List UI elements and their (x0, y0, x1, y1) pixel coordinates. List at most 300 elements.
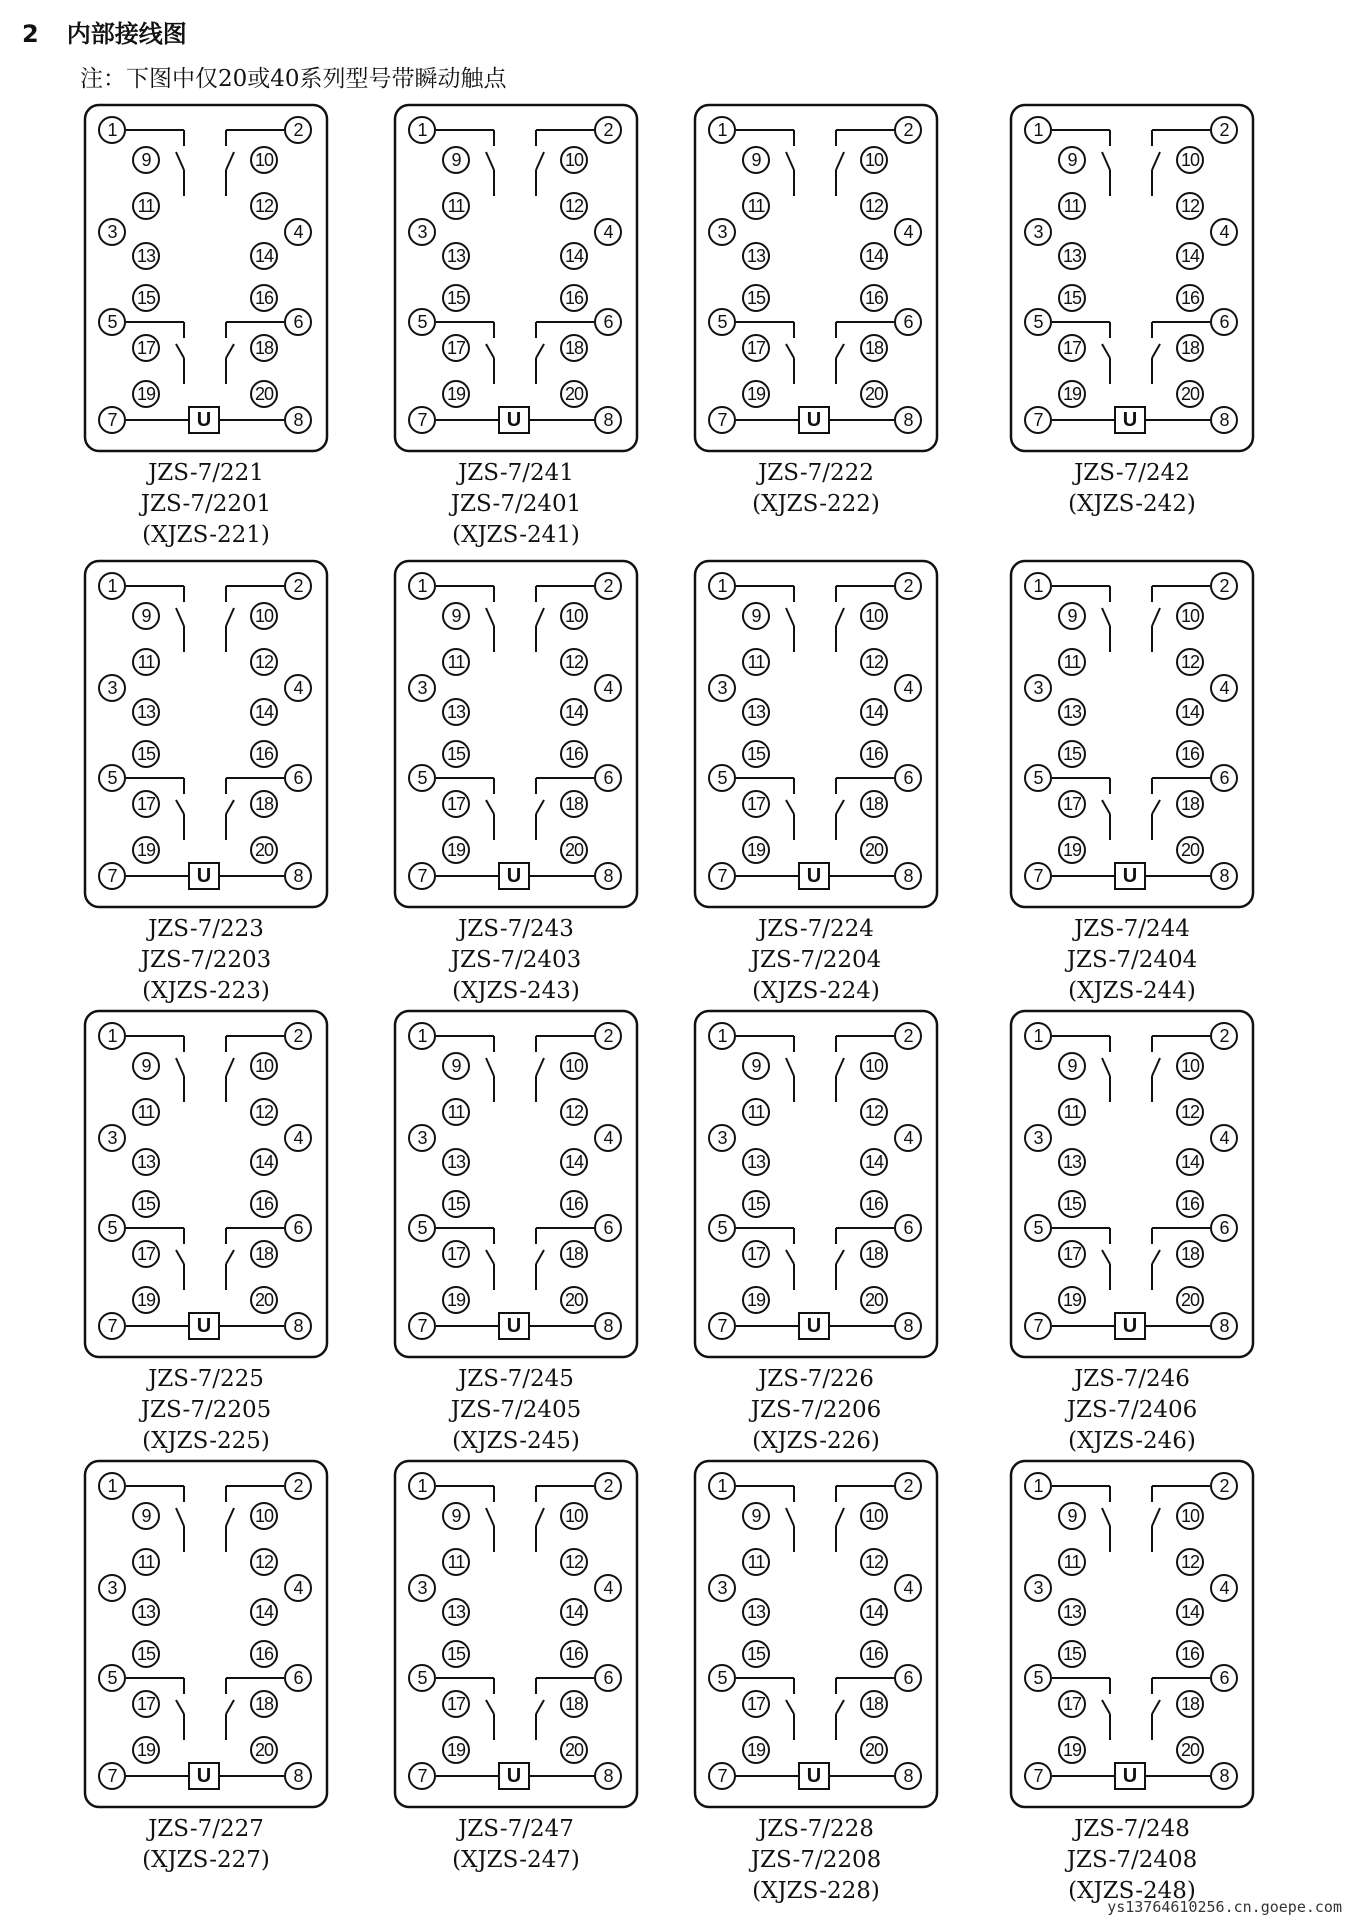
terminal-4: 4 (1210, 1574, 1238, 1602)
relay-outline (694, 1010, 938, 1360)
model-name: JZS-7/2405 (450, 1397, 582, 1423)
terminal-8: 8 (1210, 406, 1238, 434)
terminal-6: 6 (594, 308, 622, 336)
terminal-8: 8 (594, 406, 622, 434)
model-caption (982, 1814, 1282, 1907)
relay-diagram-card (694, 1460, 938, 1810)
contact-switch (486, 344, 494, 358)
model-caption (982, 914, 1282, 1007)
terminal-11: 11 (742, 648, 770, 676)
relay-outline (694, 1460, 938, 1810)
model-name: JZS-7/248 (1074, 1816, 1190, 1842)
relay-diagram-card (84, 560, 328, 910)
terminal-7: 7 (408, 406, 436, 434)
contact-switch (226, 1250, 234, 1264)
relay-outline (84, 104, 328, 454)
terminal-20: 20 (1176, 380, 1204, 408)
model-name: JZS-7/222 (758, 460, 874, 486)
terminal-10: 10 (250, 1052, 278, 1080)
model-name: JZS-7/226 (758, 1366, 874, 1392)
terminal-6: 6 (284, 308, 312, 336)
terminal-3: 3 (708, 1124, 736, 1152)
contact-switch (1152, 608, 1160, 626)
terminal-18: 18 (250, 790, 278, 818)
terminal-16: 16 (1176, 1640, 1204, 1668)
terminal-11: 11 (442, 1098, 470, 1126)
terminal-7: 7 (408, 1312, 436, 1340)
terminal-9: 9 (442, 146, 470, 174)
model-name: (XJZS-241) (452, 522, 580, 548)
model-caption (982, 1364, 1282, 1457)
terminal-9: 9 (442, 602, 470, 630)
relay-diagram-card (394, 560, 638, 910)
terminal-20: 20 (560, 380, 588, 408)
watermark: ys13764610256.cn.goepe.com (1107, 1898, 1342, 1916)
contact-switch (226, 1058, 234, 1076)
terminal-2: 2 (284, 1472, 312, 1500)
coil-symbol: U (188, 406, 220, 434)
terminal-4: 4 (1210, 1124, 1238, 1152)
terminal-13: 13 (132, 242, 160, 270)
terminal-18: 18 (860, 1240, 888, 1268)
terminal-4: 4 (284, 1124, 312, 1152)
terminal-18: 18 (560, 790, 588, 818)
terminal-15: 15 (132, 284, 160, 312)
model-name: JZS-7/246 (1074, 1366, 1190, 1392)
terminal-16: 16 (1176, 1190, 1204, 1218)
terminal-3: 3 (1024, 218, 1052, 246)
terminal-8: 8 (594, 1762, 622, 1790)
terminal-5: 5 (408, 308, 436, 336)
terminal-14: 14 (250, 1598, 278, 1626)
terminal-8: 8 (1210, 862, 1238, 890)
terminal-3: 3 (408, 674, 436, 702)
terminal-19: 19 (742, 836, 770, 864)
terminal-4: 4 (594, 1124, 622, 1152)
model-caption (366, 458, 666, 551)
terminal-5: 5 (708, 308, 736, 336)
terminal-16: 16 (860, 740, 888, 768)
model-caption (56, 458, 356, 551)
terminal-15: 15 (1058, 1640, 1086, 1668)
terminal-18: 18 (860, 334, 888, 362)
terminal-10: 10 (1176, 146, 1204, 174)
terminal-1: 1 (98, 116, 126, 144)
model-name: (XJZS-221) (142, 522, 270, 548)
terminal-8: 8 (894, 1762, 922, 1790)
terminal-2: 2 (594, 572, 622, 600)
terminal-3: 3 (408, 1124, 436, 1152)
terminal-5: 5 (708, 764, 736, 792)
terminal-10: 10 (860, 146, 888, 174)
terminal-20: 20 (560, 1736, 588, 1764)
terminal-8: 8 (284, 1762, 312, 1790)
contact-switch (836, 1250, 844, 1264)
relay-outline (1010, 1460, 1254, 1810)
terminal-2: 2 (894, 116, 922, 144)
terminal-18: 18 (1176, 1690, 1204, 1718)
terminal-19: 19 (742, 1736, 770, 1764)
contact-switch (1152, 344, 1160, 358)
terminal-2: 2 (594, 116, 622, 144)
model-name: (XJZS-244) (1068, 978, 1196, 1004)
contact-switch (536, 800, 544, 814)
terminal-7: 7 (98, 862, 126, 890)
coil-symbol: U (1114, 1762, 1146, 1790)
contact-switch (1152, 800, 1160, 814)
terminal-1: 1 (408, 1022, 436, 1050)
terminal-12: 12 (1176, 648, 1204, 676)
terminal-15: 15 (1058, 284, 1086, 312)
terminal-6: 6 (594, 1664, 622, 1692)
terminal-14: 14 (1176, 698, 1204, 726)
terminal-14: 14 (1176, 1598, 1204, 1626)
terminal-10: 10 (250, 146, 278, 174)
terminal-14: 14 (560, 698, 588, 726)
terminal-8: 8 (284, 862, 312, 890)
contact-switch (536, 1058, 544, 1076)
terminal-4: 4 (284, 1574, 312, 1602)
terminal-6: 6 (284, 764, 312, 792)
terminal-7: 7 (98, 1312, 126, 1340)
contact-switch (486, 152, 494, 170)
terminal-10: 10 (560, 146, 588, 174)
relay-outline (84, 1460, 328, 1810)
contact-switch (486, 1058, 494, 1076)
contact-switch (786, 152, 794, 170)
terminal-18: 18 (250, 1690, 278, 1718)
relay-diagram-card (694, 560, 938, 910)
terminal-20: 20 (1176, 836, 1204, 864)
terminal-14: 14 (1176, 242, 1204, 270)
model-name: JZS-7/2403 (450, 947, 582, 973)
terminal-13: 13 (442, 1148, 470, 1176)
terminal-16: 16 (250, 740, 278, 768)
terminal-5: 5 (708, 1664, 736, 1692)
terminal-14: 14 (250, 1148, 278, 1176)
section-title: 内部接线图 (66, 20, 187, 48)
coil-symbol: U (798, 1762, 830, 1790)
terminal-10: 10 (1176, 1502, 1204, 1530)
terminal-6: 6 (1210, 308, 1238, 336)
coil-symbol: U (498, 1762, 530, 1790)
relay-diagram-card (1010, 1460, 1254, 1810)
model-name: JZS-7/2401 (450, 491, 582, 517)
terminal-8: 8 (284, 1312, 312, 1340)
terminal-18: 18 (860, 1690, 888, 1718)
terminal-2: 2 (594, 1022, 622, 1050)
terminal-12: 12 (1176, 192, 1204, 220)
terminal-19: 19 (1058, 380, 1086, 408)
terminal-2: 2 (1210, 572, 1238, 600)
contact-switch (176, 1508, 184, 1526)
terminal-16: 16 (250, 1640, 278, 1668)
contact-switch (786, 800, 794, 814)
terminal-10: 10 (860, 1052, 888, 1080)
terminal-9: 9 (1058, 146, 1086, 174)
terminal-16: 16 (860, 1190, 888, 1218)
terminal-7: 7 (1024, 1312, 1052, 1340)
terminal-5: 5 (98, 308, 126, 336)
terminal-5: 5 (98, 1664, 126, 1692)
contact-switch (536, 608, 544, 626)
contact-switch (786, 608, 794, 626)
coil-symbol: U (188, 1762, 220, 1790)
terminal-1: 1 (708, 116, 736, 144)
terminal-2: 2 (894, 572, 922, 600)
contact-switch (176, 1250, 184, 1264)
terminal-1: 1 (1024, 1472, 1052, 1500)
relay-diagram-card (84, 1010, 328, 1360)
model-caption (366, 1814, 666, 1876)
contact-switch (1152, 152, 1160, 170)
terminal-11: 11 (442, 648, 470, 676)
model-name: (XJZS-223) (142, 978, 270, 1004)
contact-switch (1102, 800, 1110, 814)
relay-outline (1010, 560, 1254, 910)
terminal-11: 11 (132, 1098, 160, 1126)
terminal-8: 8 (894, 1312, 922, 1340)
terminal-1: 1 (408, 572, 436, 600)
contact-switch (536, 1508, 544, 1526)
terminal-10: 10 (1176, 602, 1204, 630)
relay-diagram-card (1010, 560, 1254, 910)
terminal-15: 15 (742, 740, 770, 768)
model-name: (XJZS-225) (142, 1428, 270, 1454)
terminal-5: 5 (408, 1214, 436, 1242)
terminal-4: 4 (594, 218, 622, 246)
terminal-9: 9 (442, 1052, 470, 1080)
terminal-19: 19 (132, 1736, 160, 1764)
terminal-5: 5 (408, 764, 436, 792)
terminal-10: 10 (560, 602, 588, 630)
terminal-2: 2 (284, 572, 312, 600)
contact-switch (176, 152, 184, 170)
terminal-20: 20 (1176, 1286, 1204, 1314)
contact-switch (176, 608, 184, 626)
terminal-14: 14 (1176, 1148, 1204, 1176)
terminal-17: 17 (1058, 334, 1086, 362)
terminal-17: 17 (132, 1690, 160, 1718)
terminal-19: 19 (442, 1286, 470, 1314)
terminal-4: 4 (284, 218, 312, 246)
terminal-20: 20 (1176, 1736, 1204, 1764)
terminal-17: 17 (132, 1240, 160, 1268)
terminal-9: 9 (132, 602, 160, 630)
model-name: (XJZS-247) (452, 1847, 580, 1873)
terminal-15: 15 (442, 284, 470, 312)
terminal-11: 11 (742, 1548, 770, 1576)
contact-switch (176, 1058, 184, 1076)
model-caption (56, 1814, 356, 1876)
terminal-16: 16 (1176, 284, 1204, 312)
terminal-12: 12 (1176, 1098, 1204, 1126)
terminal-16: 16 (1176, 740, 1204, 768)
relay-outline (84, 560, 328, 910)
terminal-16: 16 (560, 284, 588, 312)
terminal-6: 6 (894, 308, 922, 336)
contact-switch (1102, 152, 1110, 170)
model-name: JZS-7/223 (148, 916, 264, 942)
contact-switch (836, 1508, 844, 1526)
model-name: (XJZS-245) (452, 1428, 580, 1454)
terminal-13: 13 (1058, 1148, 1086, 1176)
terminal-10: 10 (250, 602, 278, 630)
terminal-6: 6 (894, 764, 922, 792)
terminal-19: 19 (132, 836, 160, 864)
terminal-11: 11 (742, 192, 770, 220)
terminal-1: 1 (408, 116, 436, 144)
model-caption (56, 1364, 356, 1457)
terminal-20: 20 (560, 836, 588, 864)
relay-outline (1010, 104, 1254, 454)
contact-switch (1102, 608, 1110, 626)
terminal-15: 15 (1058, 740, 1086, 768)
terminal-4: 4 (594, 1574, 622, 1602)
terminal-9: 9 (132, 1052, 160, 1080)
terminal-12: 12 (250, 648, 278, 676)
contact-switch (836, 800, 844, 814)
terminal-15: 15 (742, 284, 770, 312)
terminal-10: 10 (560, 1502, 588, 1530)
terminal-13: 13 (1058, 242, 1086, 270)
terminal-17: 17 (442, 1240, 470, 1268)
relay-diagram-card (694, 1010, 938, 1360)
terminal-13: 13 (1058, 1598, 1086, 1626)
terminal-17: 17 (442, 1690, 470, 1718)
terminal-11: 11 (1058, 1548, 1086, 1576)
terminal-8: 8 (284, 406, 312, 434)
terminal-6: 6 (894, 1664, 922, 1692)
terminal-18: 18 (1176, 334, 1204, 362)
terminal-14: 14 (860, 698, 888, 726)
contact-switch (486, 1700, 494, 1714)
model-name: JZS-7/2201 (140, 491, 272, 517)
terminal-17: 17 (742, 334, 770, 362)
contact-switch (786, 1700, 794, 1714)
terminal-9: 9 (1058, 1502, 1086, 1530)
terminal-20: 20 (860, 1286, 888, 1314)
terminal-14: 14 (250, 698, 278, 726)
terminal-19: 19 (742, 380, 770, 408)
model-name: JZS-7/2203 (140, 947, 272, 973)
terminal-16: 16 (250, 284, 278, 312)
terminal-1: 1 (708, 1472, 736, 1500)
terminal-1: 1 (708, 1022, 736, 1050)
terminal-15: 15 (742, 1640, 770, 1668)
terminal-5: 5 (98, 764, 126, 792)
terminal-20: 20 (560, 1286, 588, 1314)
coil-symbol: U (798, 1312, 830, 1340)
terminal-4: 4 (594, 674, 622, 702)
terminal-8: 8 (594, 862, 622, 890)
coil-symbol: U (1114, 862, 1146, 890)
terminal-12: 12 (560, 1098, 588, 1126)
diagram-note: 注：下图中仅20或40系列型号带瞬动触点 (80, 66, 507, 92)
model-name: JZS-7/245 (458, 1366, 574, 1392)
terminal-12: 12 (250, 1098, 278, 1126)
model-name: (XJZS-228) (752, 1878, 880, 1904)
terminal-12: 12 (1176, 1548, 1204, 1576)
terminal-17: 17 (742, 1240, 770, 1268)
terminal-5: 5 (98, 1214, 126, 1242)
model-name: JZS-7/224 (758, 916, 874, 942)
model-name: JZS-7/2205 (140, 1397, 272, 1423)
model-name: (XJZS-227) (142, 1847, 270, 1873)
terminal-19: 19 (132, 380, 160, 408)
contact-switch (836, 152, 844, 170)
terminal-5: 5 (408, 1664, 436, 1692)
contact-switch (1102, 1508, 1110, 1526)
terminal-20: 20 (860, 1736, 888, 1764)
terminal-6: 6 (284, 1214, 312, 1242)
terminal-10: 10 (860, 1502, 888, 1530)
contact-switch (786, 1508, 794, 1526)
terminal-7: 7 (1024, 862, 1052, 890)
terminal-12: 12 (560, 192, 588, 220)
terminal-6: 6 (284, 1664, 312, 1692)
terminal-5: 5 (708, 1214, 736, 1242)
terminal-15: 15 (742, 1190, 770, 1218)
contact-switch (536, 152, 544, 170)
contact-switch (486, 1250, 494, 1264)
contact-switch (226, 1700, 234, 1714)
relay-outline (84, 1010, 328, 1360)
terminal-8: 8 (1210, 1312, 1238, 1340)
model-name: JZS-7/243 (458, 916, 574, 942)
model-name: (XJZS-243) (452, 978, 580, 1004)
terminal-12: 12 (860, 1098, 888, 1126)
terminal-10: 10 (860, 602, 888, 630)
model-name: (XJZS-248) (1068, 1878, 1196, 1904)
contact-switch (176, 344, 184, 358)
terminal-1: 1 (408, 1472, 436, 1500)
terminal-19: 19 (442, 836, 470, 864)
terminal-3: 3 (408, 218, 436, 246)
terminal-7: 7 (1024, 1762, 1052, 1790)
contact-switch (836, 344, 844, 358)
terminal-15: 15 (1058, 1190, 1086, 1218)
model-name: JZS-7/241 (458, 460, 574, 486)
contact-switch (1102, 344, 1110, 358)
terminal-7: 7 (708, 1312, 736, 1340)
terminal-13: 13 (742, 242, 770, 270)
terminal-17: 17 (1058, 1240, 1086, 1268)
terminal-10: 10 (1176, 1052, 1204, 1080)
terminal-18: 18 (1176, 1240, 1204, 1268)
terminal-8: 8 (894, 862, 922, 890)
relay-diagram-card (84, 1460, 328, 1810)
contact-switch (226, 1508, 234, 1526)
relay-diagram-card (1010, 104, 1254, 454)
terminal-14: 14 (560, 1598, 588, 1626)
contact-switch (176, 1700, 184, 1714)
relay-outline (394, 560, 638, 910)
terminal-15: 15 (442, 740, 470, 768)
terminal-2: 2 (1210, 1022, 1238, 1050)
terminal-1: 1 (98, 572, 126, 600)
terminal-18: 18 (250, 1240, 278, 1268)
terminal-17: 17 (132, 334, 160, 362)
terminal-3: 3 (408, 1574, 436, 1602)
model-name: JZS-7/244 (1074, 916, 1190, 942)
terminal-14: 14 (250, 242, 278, 270)
relay-diagram-card (1010, 1010, 1254, 1360)
terminal-8: 8 (1210, 1762, 1238, 1790)
terminal-17: 17 (442, 334, 470, 362)
terminal-1: 1 (1024, 1022, 1052, 1050)
terminal-3: 3 (98, 674, 126, 702)
